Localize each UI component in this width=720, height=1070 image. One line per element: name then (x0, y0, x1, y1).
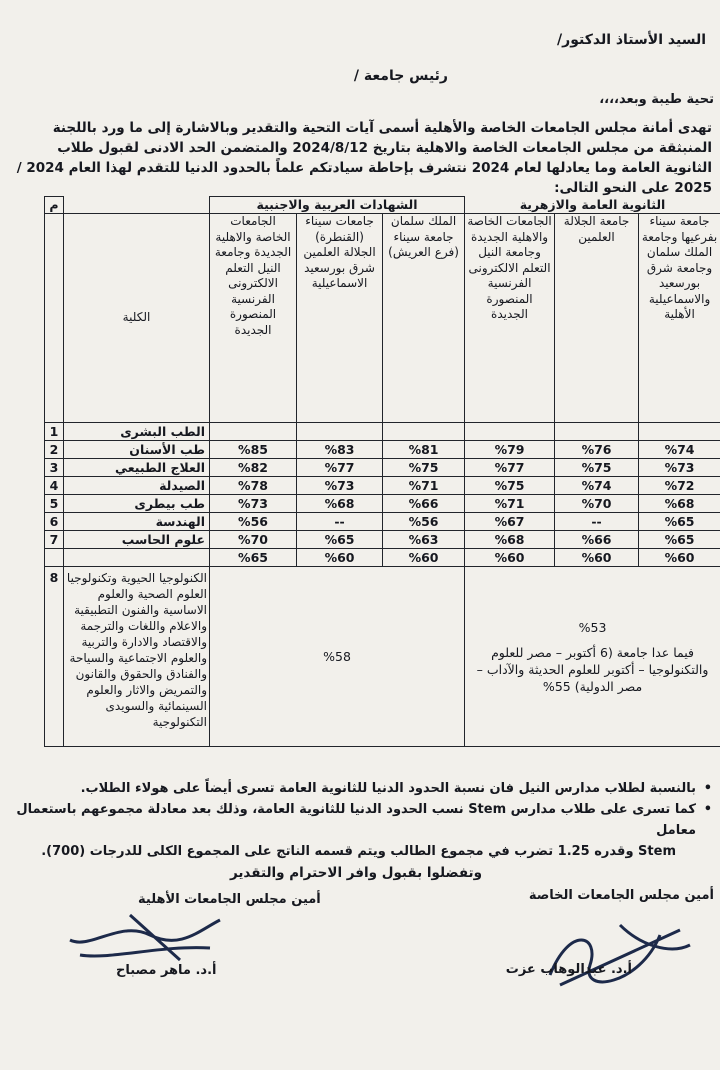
row-index: 7 (45, 531, 64, 549)
addressee: السيد الأستاذ الدكتور/ (557, 32, 706, 48)
table-cell: %68 (465, 531, 555, 549)
col-head-a1: الجامعات الخاصة والاهلية الجديدة وجامعة النيل التعلم الالكترونى الفرنسية المنصورة الجديدة (210, 214, 297, 423)
faculty-cell: العلاج الطبيعي (64, 459, 210, 477)
table-cell: %85 (210, 441, 297, 459)
table-cell: %68 (297, 495, 383, 513)
greeting: تحية طيبة وبعد،،،، (599, 92, 714, 107)
faculty-cell: الهندسة (64, 513, 210, 531)
table-cell: %67 (465, 513, 555, 531)
col-head-g1: الجامعات الخاصة والاهلية الجديدة وجامعة النيل التعلم الالكترونى الفرنسية المنصورة الجديدة (465, 214, 555, 423)
group-header-arabic: الشهادات العربية والاجنبية (210, 197, 465, 214)
table-cell: %66 (555, 531, 639, 549)
signatory-left-title: أمين مجلس الجامعات الأهلية (138, 892, 321, 907)
group-header-general: الثانوية العامة والازهرية (465, 197, 720, 214)
table-cell: %73 (297, 477, 383, 495)
row-index: 1 (45, 423, 64, 441)
signatory-left-name: أ.د. ماهر مصباح (116, 963, 217, 978)
notes-list (0, 778, 714, 862)
table-cell: %60 (555, 549, 639, 567)
col-head-g3: جامعة سيناء بفرعيها وجامعة الملك سلمان وجامعة شرق بورسعيد والاسماعيلية الأهلية (639, 214, 720, 423)
row-index: 5 (45, 495, 64, 513)
row-index: 6 (45, 513, 64, 531)
faculty-cell: طب الأسنان (64, 441, 210, 459)
table-cell: %68 (639, 495, 720, 513)
col-head-a2: جامعات سيناء (القنطرة) الجلالة العلمين شرق بورسعيد الاسماعيلية (297, 214, 383, 423)
note-item: • كما تسرى على طلاب مدارس Stem نسب الحدود الدنيا للثانوية العامة، وذلك بعد معادلة مجموعهم باستعمال معامل (16, 802, 712, 838)
table-cell: %65 (639, 513, 720, 531)
col-head-g2: جامعة الجلالة العلمين (555, 214, 639, 423)
table-cell: %74 (639, 441, 720, 459)
table-cell: %83 (297, 441, 383, 459)
signatory-right-title: أمين مجلس الجامعات الخاصة (528, 888, 714, 903)
table-cell: %65 (210, 549, 297, 567)
faculty-cell: الطب البشرى (64, 423, 210, 441)
table-cell: %77 (465, 459, 555, 477)
note-item: Stem وقدره 1.25 تضرب في مجموع الطالب ويتم قسمه الناتج على المجموع الكلى للدرجات (700). (41, 844, 676, 859)
table-cell: %81 (383, 441, 465, 459)
row-index: 8 (45, 567, 64, 747)
faculty-cell: الصيدلة (64, 477, 210, 495)
col-head-a3: الملك سلمان جامعة سيناء (فرع العريش) (383, 214, 465, 423)
table-cell: %75 (383, 459, 465, 477)
table-cell: %74 (555, 477, 639, 495)
table-cell: %76 (555, 441, 639, 459)
table-cell: -- (555, 513, 639, 531)
table-cell: %56 (210, 513, 297, 531)
faculty-cell: طب بيطرى (64, 495, 210, 513)
table-cell: %75 (555, 459, 639, 477)
signatory-right-name: أ.د. عبدالوهاب عزت (505, 962, 632, 977)
table-cell: -- (297, 513, 383, 531)
table-cell: %78 (210, 477, 297, 495)
row-index: 4 (45, 477, 64, 495)
general-other-cell: %53 فيما عدا جامعة (6 أكتوبر – مصر للعلوم والتكنولوجيا – أكتوبر للعلوم الحديثة والآداب – مصر الدولية) 55% (465, 567, 720, 747)
right-signature-image (530, 905, 700, 995)
table-cell: %70 (555, 495, 639, 513)
table-cell: %77 (297, 459, 383, 477)
table-cell: %63 (383, 531, 465, 549)
table-cell: %82 (210, 459, 297, 477)
closing-line: وتفضلوا بقبول وافر الاحترام والتقدير (229, 865, 482, 881)
row-index: 2 (45, 441, 64, 459)
arabic-other-cell: %58 (210, 567, 465, 747)
faculty-cell: علوم الحاسب (64, 531, 210, 549)
table-cell: %60 (383, 549, 465, 567)
table-cell: %71 (383, 477, 465, 495)
table-cell: %65 (297, 531, 383, 549)
recipient-title: رئيس جامعة / (353, 68, 448, 84)
faculty-cell: الكنولوجيا الحيوية وتكنولوجيا العلوم الصحية والعلوم الاساسية والفنون التطبيقية والاعلام واللغات والترجمة والاقتصاد والادارة والتربية والعلوم الاجتماعية والسياحة والفنادق والحقوق والقانون والتمريض والاثار والعلوم السينمائية والسويدى التكنولوجية (64, 567, 210, 747)
table-cell: %71 (465, 495, 555, 513)
row-index (45, 549, 64, 567)
table-cell: %60 (639, 549, 720, 567)
faculty-header: الكلية (64, 214, 210, 423)
table-cell: %65 (639, 531, 720, 549)
note-item: • بالنسبة لطلاب مدارس النيل فان نسبة الحدود الدنيا للثانوية العامة تسرى أيضاً على هولاء الطلاب. (80, 781, 712, 796)
table-cell: %72 (639, 477, 720, 495)
table-cell: %56 (383, 513, 465, 531)
index-header: م (45, 197, 64, 214)
table-cell: %66 (383, 495, 465, 513)
table-cell: %73 (210, 495, 297, 513)
table-cell: %79 (465, 441, 555, 459)
table-cell: %75 (465, 477, 555, 495)
table-cell: %73 (639, 459, 720, 477)
table-cell: %60 (465, 549, 555, 567)
table-cell: %70 (210, 531, 297, 549)
admission-table (44, 196, 720, 747)
faculty-cell (64, 549, 210, 567)
intro-paragraph: تهدى أمانة مجلس الجامعات الخاصة والأهلية أسمى آيات التحية والتقدير وبالاشارة إلى ما ورد باللجنة المنبثقة من مجلس الجامعات الخاصة والاهلية بتاريخ 2024/8/12 والمتضمن الحد الادنى لقبول طلاب الثانوية العامة وما يعادلها لعام 2024 نتشرف بإحاطة سيادتكم علماً بالحدود الدنيا للتقدم لهذا العام 2024 / 2025 على النحو التالى: (16, 120, 712, 196)
row-index: 3 (45, 459, 64, 477)
table-cell: %60 (297, 549, 383, 567)
